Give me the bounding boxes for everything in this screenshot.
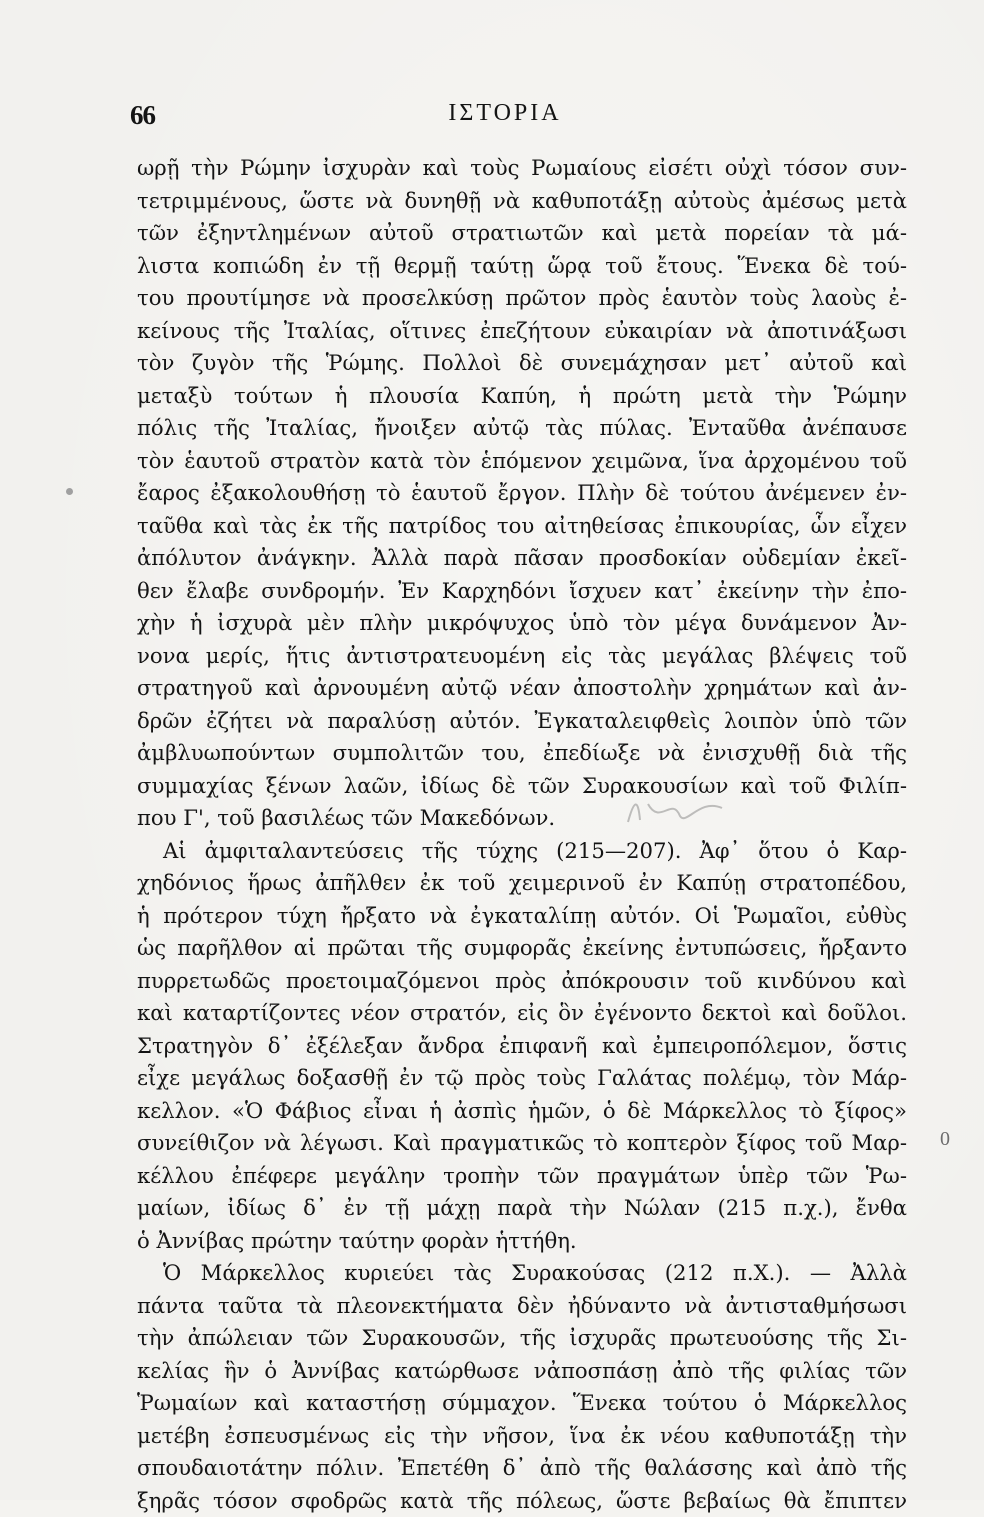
text-line: ὁ Ἀννίβας πρώτην ταύτην φορὰν ἡττήθη. (137, 1225, 907, 1258)
text-line: κελλον. «Ὁ Φάβιος εἶναι ἡ ἀσπὶς ἡμῶν, ὁ δὲ Μάρκελλος τὸ ξίφος» (137, 1095, 907, 1128)
text-line: εἶχε μεγάλως δοξασθῇ ἐν τῷ πρὸς τοὺς Γαλάτας πολέμῳ, τὸν Μάρ- (137, 1062, 907, 1095)
text-line: νονα μερίς, ἥτις ἀντιστρατευομένη εἰς τὰς μεγάλας βλέψεις τοῦ (137, 640, 907, 673)
text-line: ἡ πρότερον τύχη ἤρξατο νὰ ἐγκαταλίπῃ αὐτόν. Οἱ Ῥωμαῖοι, εὐθὺς (137, 900, 907, 933)
text-line: μετέβη ἐσπευσμένως εἰς τὴν νῆσον, ἵνα ἐκ νέου καθυποτάξῃ τὴν (137, 1420, 907, 1453)
text-line: ὡς παρῆλθον αἱ πρῶται τῆς συμφορᾶς ἐκείνης ἐντυπώσεις, ἤρξαντο (137, 932, 907, 965)
page-header (130, 100, 880, 134)
text-line: συμμαχίας ξένων λαῶν, ἰδίως δὲ τῶν Συρακουσίων καὶ τοῦ Φιλίπ- (137, 770, 907, 803)
pencil-annotation-mark (620, 790, 730, 830)
text-line: τὴν ἀπώλειαν τῶν Συρακουσῶν, τῆς ἰσχυρᾶς πρωτευούσης τῆς Σι- (137, 1322, 907, 1355)
text-line: τετριμμένους, ὥστε νὰ δυνηθῇ νὰ καθυποτάξῃ αὐτοὺς ἀμέσως μετὰ (137, 185, 907, 218)
text-line: Στρατηγὸν δ᾽ ἐξέλεξαν ἄνδρα ἐπιφανῆ καὶ ἐμπειροπόλεμον, ὅστις (137, 1030, 907, 1063)
section-heading-line: Αἱ ἀμφιταλαντεύσεις τῆς τύχης (215—207). Ἀφ᾽ ὅτου ὁ Καρ- (137, 835, 907, 868)
text-line: Ῥωμαίων καὶ καταστήσῃ σύμμαχον. Ἕνεκα τούτου ὁ Μάρκελλος (137, 1387, 907, 1420)
page-spot (66, 488, 73, 495)
text-line: σπουδαιοτάτην πόλιν. Ἐπετέθη δ᾽ ἀπὸ τῆς θαλάσσης καὶ ἀπὸ τῆς (137, 1452, 907, 1485)
page-number: 66 (130, 100, 155, 131)
text-line: πάντα ταῦτα τὰ πλεονεκτήματα δὲν ἠδύναντο νὰ ἀντισταθμήσωσι (137, 1290, 907, 1323)
text-line: θεν ἔλαβε συνδρομήν. Ἐν Καρχηδόνι ἴσχυεν κατ᾽ ἐκείνην τὴν ἐπο- (137, 575, 907, 608)
text-line: ἀμβλυωπούντων συμπολιτῶν του, ἐπεδίωξε νὰ ἐνισχυθῇ διὰ τῆς (137, 737, 907, 770)
text-line: τὸν ἑαυτοῦ στρατὸν κατὰ τὸν ἑπόμενον χειμῶνα, ἵνα ἀρχομένου τοῦ (137, 445, 907, 478)
text-line: λιστα κοπιώδη ἐν τῇ θερμῇ ταύτῃ ὥρᾳ τοῦ ἔτους. Ἕνεκα δὲ τού- (137, 250, 907, 283)
text-line: τῶν ἐξηντλημένων αὐτοῦ στρατιωτῶν καὶ μετὰ πορείαν τὰ μά- (137, 217, 907, 250)
section-heading-line: Ὁ Μάρκελλος κυριεύει τὰς Συρακούσας (212 π.Χ.). — Ἀλλὰ (137, 1257, 907, 1290)
text-line: ωρῇ τὴν Ρώμην ἰσχυρὰν καὶ τοὺς Ρωμαίους εἰσέτι οὐχὶ τόσον συν- (137, 152, 907, 185)
text-line: μεταξὺ τούτων ἡ πλουσία Καπύη, ἡ πρώτη μετὰ τὴν Ῥώμην (137, 380, 907, 413)
text-line: του προυτίμησε νὰ προσελκύσῃ πρῶτον πρὸς ἑαυτὸν τοὺς λαοὺς ἐ- (137, 282, 907, 315)
text-line: ξηρᾶς τόσον σφοδρῶς κατὰ τῆς πόλεως, ὥστε βεβαίως θὰ ἔπιπτεν (137, 1485, 907, 1517)
text-line: καὶ καταρτίζοντες νέον στρατόν, εἰς ὃν ἐγένοντο δεκτοὶ καὶ δοῦλοι. (137, 997, 907, 1030)
text-line: στρατηγοῦ καὶ ἀρνουμένη αὐτῷ νέαν ἀποστολὴν χρημάτων καὶ ἀν- (137, 672, 907, 705)
text-line: κείνους τῆς Ἰταλίας, οἵτινες ἐπεζήτουν εὐκαιρίαν νὰ ἀποτινάξωσι (137, 315, 907, 348)
margin-mark: 0 (940, 1128, 950, 1151)
text-line: χὴν ἡ ἰσχυρὰ μὲν πλὴν μικρόψυχος ὑπὸ τὸν μέγα δυνάμενον Ἀν- (137, 607, 907, 640)
text-line: πόλις τῆς Ἰταλίας, ἤνοιξεν αὐτῷ τὰς πύλας. Ἐνταῦθα ἀνέπαυσε (137, 412, 907, 445)
text-line: πυρρετωδῶς προετοιμαζόμενοι πρὸς ἀπόκρουσιν τοῦ κινδύνου καὶ (137, 965, 907, 998)
running-head-title: ΙΣΤΟΡΙΑ (130, 100, 880, 127)
text-line: μαίων, ἰδίως δ᾽ ἐν τῇ μάχῃ παρὰ τὴν Νώλαν (215 π.χ.), ἔνθα (137, 1192, 907, 1225)
text-line: χηδόνιος ἥρως ἀπῆλθεν ἐκ τοῦ χειμερινοῦ ἐν Καπύῃ στρατοπέδου, (137, 867, 907, 900)
text-line: κέλλου ἐπέφερε μεγάλην τροπὴν τῶν πραγμάτων ὑπὲρ τῶν Ῥω- (137, 1160, 907, 1193)
text-line: συνείθιζον νὰ λέγωσι. Καὶ πραγματικῶς τὸ κοπτερὸν ξίφος τοῦ Μαρ- (137, 1127, 907, 1160)
text-line: ταῦθα καὶ τὰς ἐκ τῆς πατρίδος του αἰτηθείσας ἐπικουρίας, ὧν εἶχεν (137, 510, 907, 543)
text-line: ἔαρος ἐξακολουθήσῃ τὸ ἑαυτοῦ ἔργον. Πλὴν δὲ τούτου ἀνέμενεν ἐν- (137, 477, 907, 510)
text-line: δρῶν ἐζήτει νὰ παραλύσῃ αὐτόν. Ἐγκαταλειφθεὶς λοιπὸν ὑπὸ τῶν (137, 705, 907, 738)
body-text (137, 152, 907, 1517)
text-line: τὸν ζυγὸν τῆς Ῥώμης. Πολλοὶ δὲ συνεμάχησαν μετ᾽ αὐτοῦ καὶ (137, 347, 907, 380)
text-line: κελίας ἣν ὁ Ἀννίβας κατώρθωσε νἀποσπάσῃ ἀπὸ τῆς φιλίας τῶν (137, 1355, 907, 1388)
text-line: ἀπόλυτον ἀνάγκην. Ἀλλὰ παρὰ πᾶσαν προσδοκίαν οὐδεμίαν ἐκεῖ- (137, 542, 907, 575)
text-line: που Γ', τοῦ βασιλέως τῶν Μακεδόνων. (137, 802, 907, 835)
